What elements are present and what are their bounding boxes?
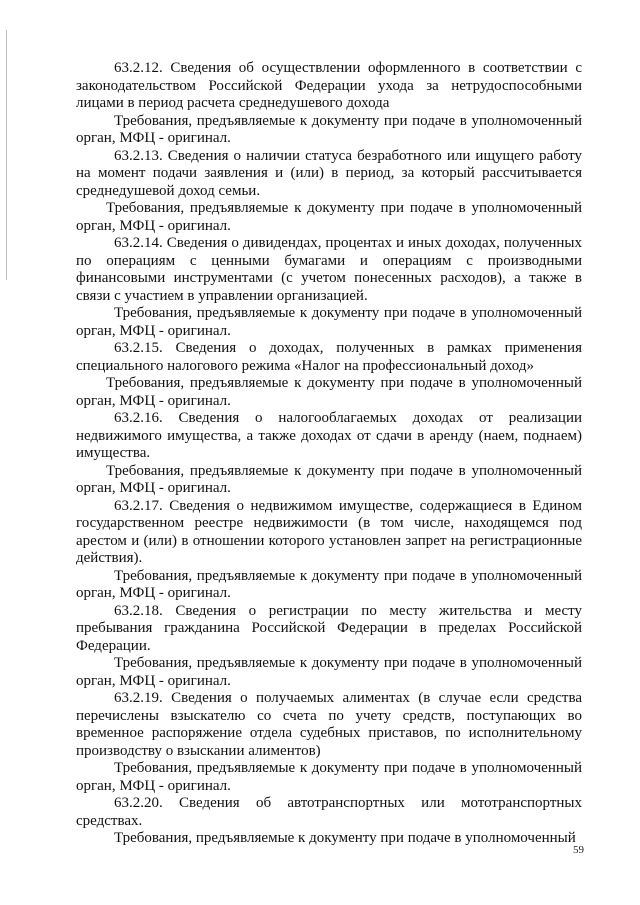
paragraph-63-2-13: 63.2.13. Сведения о наличии статуса безработного или ищущего работу на момент подачи заявления и (или) в период, за который рассчитывается среднедушевой доход семьи. xyxy=(76,147,582,199)
paragraph-requirements: Требования, предъявляемые к документу при подаче в уполномоченный орган, МФЦ - оригинал. xyxy=(76,112,582,146)
paragraph-63-2-15: 63.2.15. Сведения о доходах, полученных в рамках применения специального налогового режима «Налог на профессиональный доход» xyxy=(76,340,582,374)
scan-edge-line xyxy=(6,30,7,280)
paragraph-requirements: Требования, предъявляемые к документу при подаче в уполномоченный орган, МФЦ - оригинал. xyxy=(76,200,582,234)
paragraph-requirements: Требования, предъявляемые к документу при подаче в уполномоченный орган, МФЦ - оригинал. xyxy=(76,655,582,689)
paragraph-requirements: Требования, предъявляемые к документу при подаче в уполномоченный орган, МФЦ - оригинал. xyxy=(76,375,582,409)
page-number: 59 xyxy=(573,844,584,856)
paragraph-63-2-18: 63.2.18. Сведения о регистрации по месту жительства и месту пребывания гражданина Российской Федерации в пределах Российской Федерации. xyxy=(76,602,582,654)
paragraph-63-2-14: 63.2.14. Сведения о дивидендах, процентах и иных доходах, полученных по операциям с ценными бумагами и операциям с производными финансовыми инструментами (с учетом понесенных расходов), а также в связи с участием в управлении организацией. xyxy=(76,235,582,304)
paragraph-requirements: Требования, предъявляемые к документу при подаче в уполномоченный орган, МФЦ - оригинал. xyxy=(76,305,582,339)
paragraph-requirements: Требования, предъявляемые к документу при подаче в уполномоченный xyxy=(114,830,576,846)
paragraph-63-2-16: 63.2.16. Сведения о налогооблагаемых доходах от реализации недвижимого имущества, а также доходах от сдачи в аренду (наем, поднаем) имущества. xyxy=(76,410,582,461)
paragraph-63-2-20: 63.2.20. Сведения об автотранспортных или мототранспортных средствах. xyxy=(76,795,582,829)
document-body xyxy=(76,60,582,848)
paragraph-requirements: Требования, предъявляемые к документу при подаче в уполномоченный орган, МФЦ - оригинал. xyxy=(76,760,582,794)
paragraph-requirements: Требования, предъявляемые к документу при подаче в уполномоченный орган, МФЦ - оригинал. xyxy=(76,462,582,496)
paragraph-63-2-19: 63.2.19. Сведения о получаемых алиментах (в случае если средства перечислены взыскателю со счета по учету средств, поступающих во временное распоряжение отдела судебных приставов, по исполнительному производству о взыскании алиментов) xyxy=(76,690,582,759)
paragraph-63-2-12: 63.2.12. Сведения об осуществлении оформленного в соответствии с законодательством Российской Федерации ухода за нетрудоспособными лицами в период расчета среднедушевого дохода xyxy=(76,60,582,111)
paragraph-63-2-17: 63.2.17. Сведения о недвижимом имуществе, содержащиеся в Едином государственном реестре недвижимости (в том числе, находящемся под арестом и (или) в отношении которого установлен запрет на регистрационные действия). xyxy=(76,497,582,566)
paragraph-requirements: Требования, предъявляемые к документу при подаче в уполномоченный орган, МФЦ - оригинал. xyxy=(76,567,582,601)
